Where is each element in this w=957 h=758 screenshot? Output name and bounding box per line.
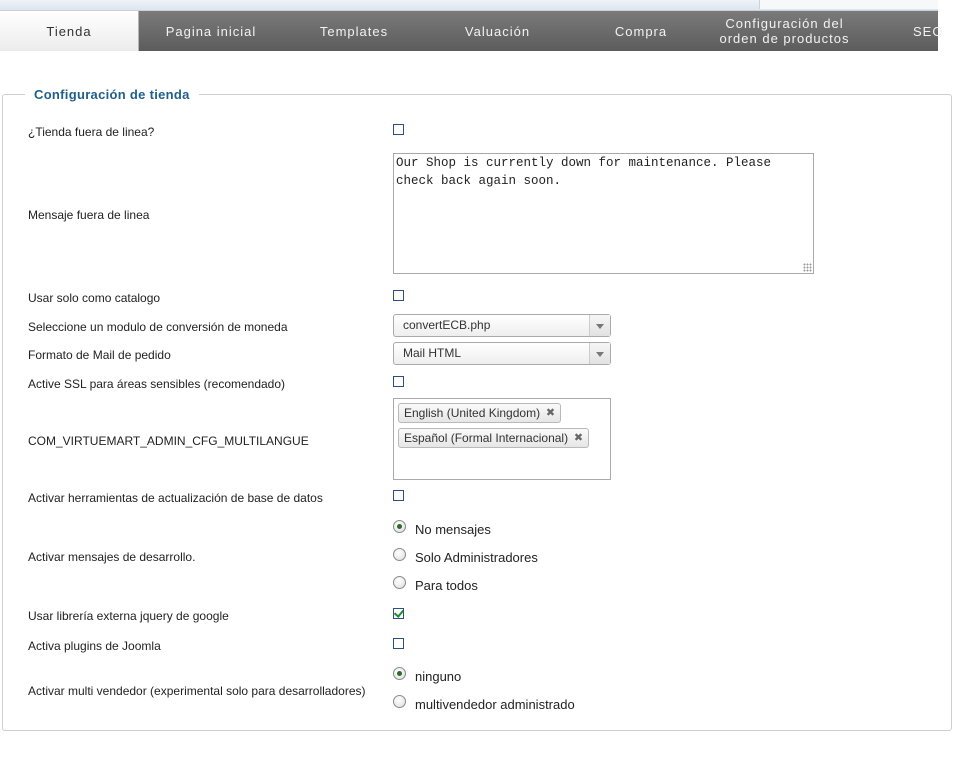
dev-messages-label: Activar mensajes de desarrollo.: [28, 550, 196, 564]
language-chip-label: English (United Kingdom): [404, 406, 541, 420]
resize-grip-icon[interactable]: [803, 263, 812, 272]
currency-module-select[interactable]: [393, 314, 611, 337]
dev-messages-option-label: No mensajes: [415, 522, 491, 537]
dev-messages-option-label: Para todos: [415, 578, 478, 593]
tab-configuracion-orden-productos[interactable]: [712, 11, 857, 51]
section-title: Configuración de tienda: [34, 87, 190, 102]
google-jquery-checkbox[interactable]: [393, 608, 404, 619]
dev-messages-radio-none[interactable]: [393, 520, 406, 533]
tab-valuacion[interactable]: Valuación: [464, 23, 531, 39]
ssl-label: Active SSL para áreas sensibles (recomendado): [28, 377, 286, 391]
multivendor-option-label: multivendedor administrado: [415, 697, 575, 712]
toolbar-buttons-area: [759, 0, 938, 9]
multivendor-radio-none[interactable]: [393, 667, 406, 680]
joomla-plugins-checkbox[interactable]: [393, 638, 404, 649]
language-chip: [398, 428, 589, 448]
multivendor-option-label: ninguno: [415, 669, 462, 684]
language-chip: [398, 403, 561, 423]
dev-messages-radio-all[interactable]: [393, 576, 406, 589]
tab-compra[interactable]: Compra: [614, 23, 668, 39]
catalog-only-label: Usar solo como catalogo: [28, 291, 161, 305]
tab-templates[interactable]: Templates: [319, 23, 389, 39]
multivendor-label: Activar multi vendedor (experimental solo para desarrolladores): [28, 684, 366, 698]
mail-format-select[interactable]: [393, 342, 611, 365]
chevron-down-icon[interactable]: [589, 343, 610, 364]
shop-offline-label: ¿Tienda fuera de linea?: [28, 125, 155, 139]
tab-label-line1: Configuración del: [725, 16, 844, 31]
tab-pagina-inicial[interactable]: Pagina inicial: [165, 23, 257, 39]
db-tools-checkbox[interactable]: [393, 490, 404, 501]
dev-messages-radio-admins[interactable]: [393, 548, 406, 561]
multilang-label: COM_VIRTUEMART_ADMIN_CFG_MULTILANGUE: [28, 434, 309, 448]
dev-messages-option-label: Solo Administradores: [415, 550, 538, 565]
mail-format-value: Mail HTML: [403, 346, 462, 360]
top-toolbar-strip: [0, 0, 938, 11]
offline-message-text: Our Shop is currently down for maintenance. Please check back again soon.: [396, 156, 772, 188]
close-icon[interactable]: ✖: [545, 407, 556, 419]
currency-module-value: convertECB.php: [403, 318, 491, 332]
db-tools-label: Activar herramientas de actualización de base de datos: [28, 491, 323, 505]
close-icon[interactable]: ✖: [573, 432, 584, 444]
chevron-down-icon[interactable]: [589, 315, 610, 336]
catalog-only-checkbox[interactable]: [393, 290, 404, 301]
offline-message-label: Mensaje fuera de linea: [28, 208, 150, 222]
tab-bar: [0, 11, 944, 51]
tab-seo[interactable]: SEO: [913, 23, 944, 39]
language-chip-label: Español (Formal Internacional): [404, 431, 569, 445]
mail-format-label: Formato de Mail de pedido: [28, 348, 171, 362]
language-multiselect[interactable]: [393, 398, 611, 480]
tab-tienda[interactable]: Tienda: [0, 11, 139, 51]
google-jquery-label: Usar librería externa jquery de google: [28, 609, 229, 623]
tab-label-line2: orden de productos: [719, 31, 850, 46]
offline-message-textarea[interactable]: [393, 153, 814, 274]
joomla-plugins-label: Activa plugins de Joomla: [28, 639, 161, 653]
shop-offline-checkbox[interactable]: [393, 124, 404, 135]
ssl-checkbox[interactable]: [393, 376, 404, 387]
currency-module-label: Seleccione un modulo de conversión de moneda: [28, 320, 288, 334]
multivendor-radio-admin[interactable]: [393, 695, 406, 708]
